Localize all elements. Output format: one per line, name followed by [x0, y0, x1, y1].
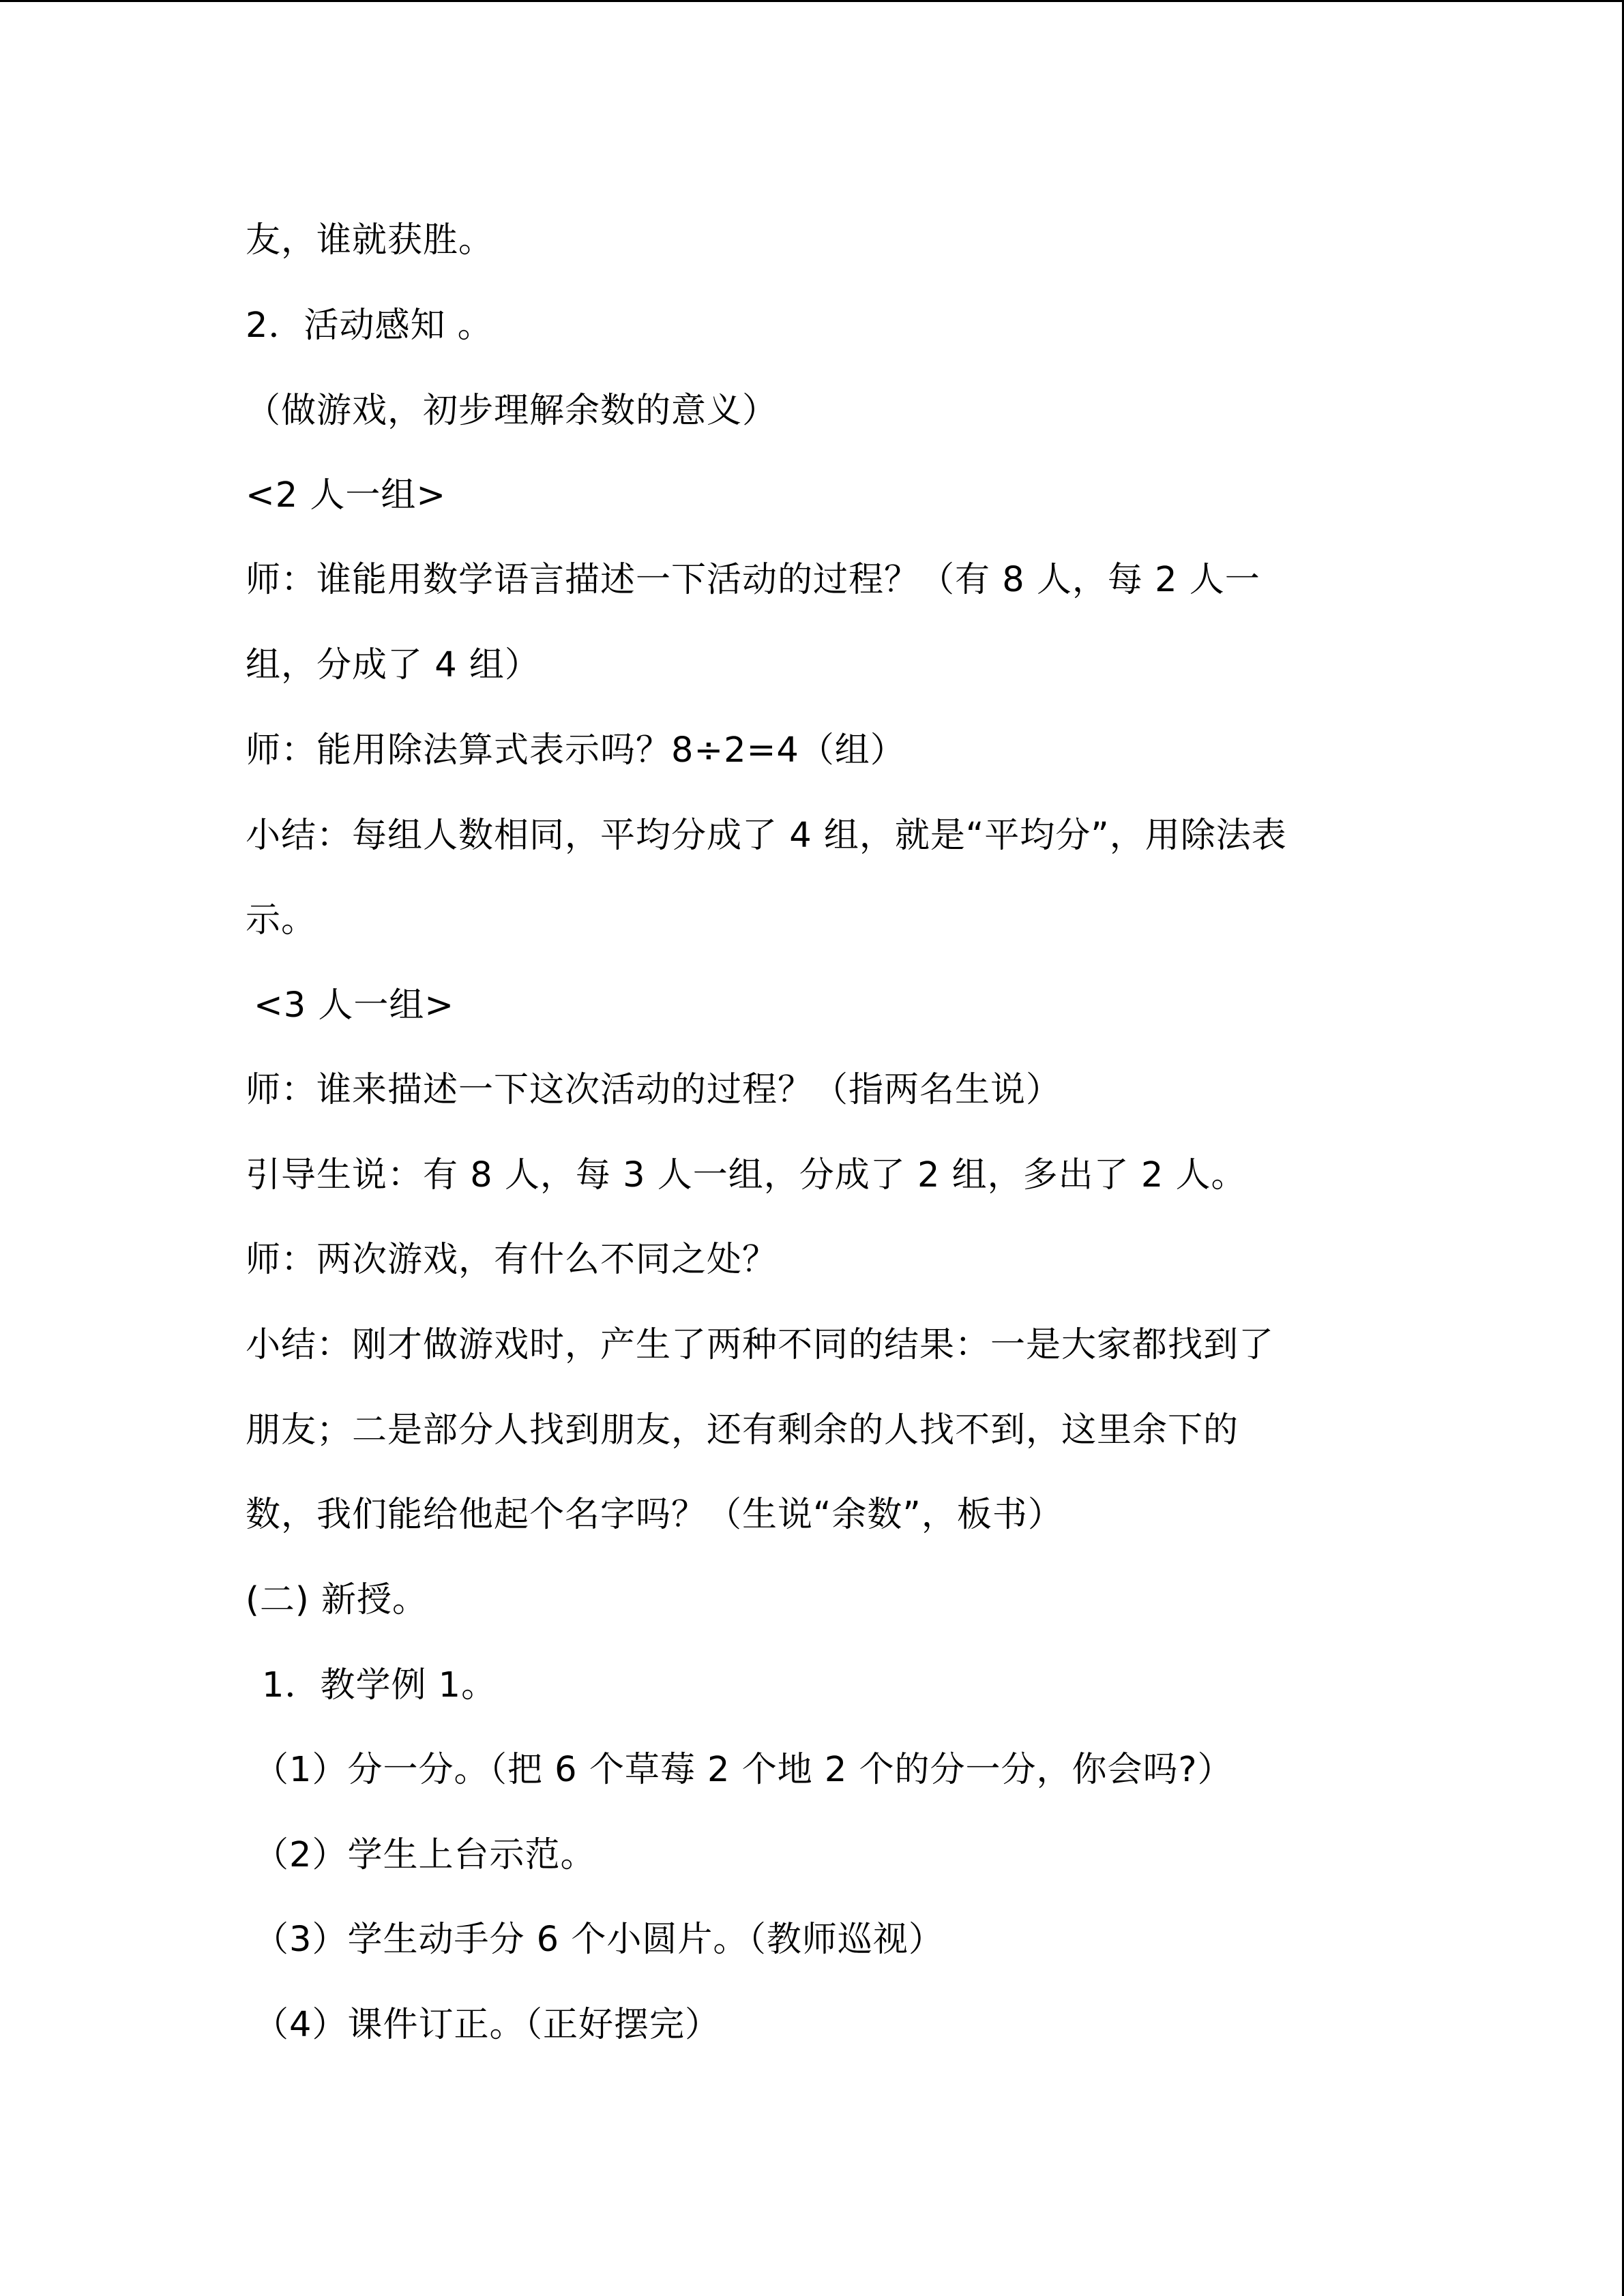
text-line: 师：谁能用数学语言描述一下活动的过程？（有 8 人，每 2 人一 — [246, 560, 1260, 600]
subsection-heading: 1．教学例 1。 — [262, 1665, 497, 1705]
text-line: 组，分成了 4 组） — [246, 645, 540, 685]
text-line: 2．活动感知 。 — [246, 305, 493, 346]
section-heading: (二) 新授。 — [246, 1580, 428, 1620]
text-line: <3 人一组> — [254, 985, 455, 1026]
text-line: 师：谁来描述一下这次活动的过程？（指两名生说） — [246, 1070, 1062, 1110]
text-line: 引导生说：有 8 人，每 3 人一组，分成了 2 组，多出了 2 人。 — [246, 1155, 1247, 1195]
text-line: 示。 — [246, 900, 317, 940]
text-line: 数，我们能给他起个名字吗？（生说“余数”，板书） — [246, 1495, 1063, 1535]
text-line: 朋友；二是部分人找到朋友，还有剩余的人找不到，这里余下的 — [246, 1410, 1239, 1450]
text-line: 小结：刚才做游戏时，产生了两种不同的结果：一是大家都找到了 — [246, 1325, 1275, 1365]
text-line: <2 人一组> — [246, 475, 447, 516]
text-line: 小结：每组人数相同，平均分成了 4 组，就是“平均分”，用除法表 — [246, 816, 1287, 856]
text-line: （2）学生上台示范。 — [254, 1835, 596, 1875]
text-line: 友，谁就获胜。 — [246, 220, 494, 260]
text-line: （3）学生动手分 6 个小圆片。（教师巡视） — [254, 1920, 944, 1960]
text-line: （做游戏，初步理解余数的意义） — [246, 391, 778, 431]
text-line: （1）分一分。（把 6 个草莓 2 个地 2 个的分一分，你会吗?） — [254, 1750, 1233, 1790]
text-line: （4）课件订正。（正好摆完） — [254, 2005, 720, 2045]
text-line: 师：能用除法算式表示吗？8÷2=4（组） — [246, 730, 906, 771]
text-line: 师：两次游戏，有什么不同之处？ — [246, 1240, 778, 1280]
